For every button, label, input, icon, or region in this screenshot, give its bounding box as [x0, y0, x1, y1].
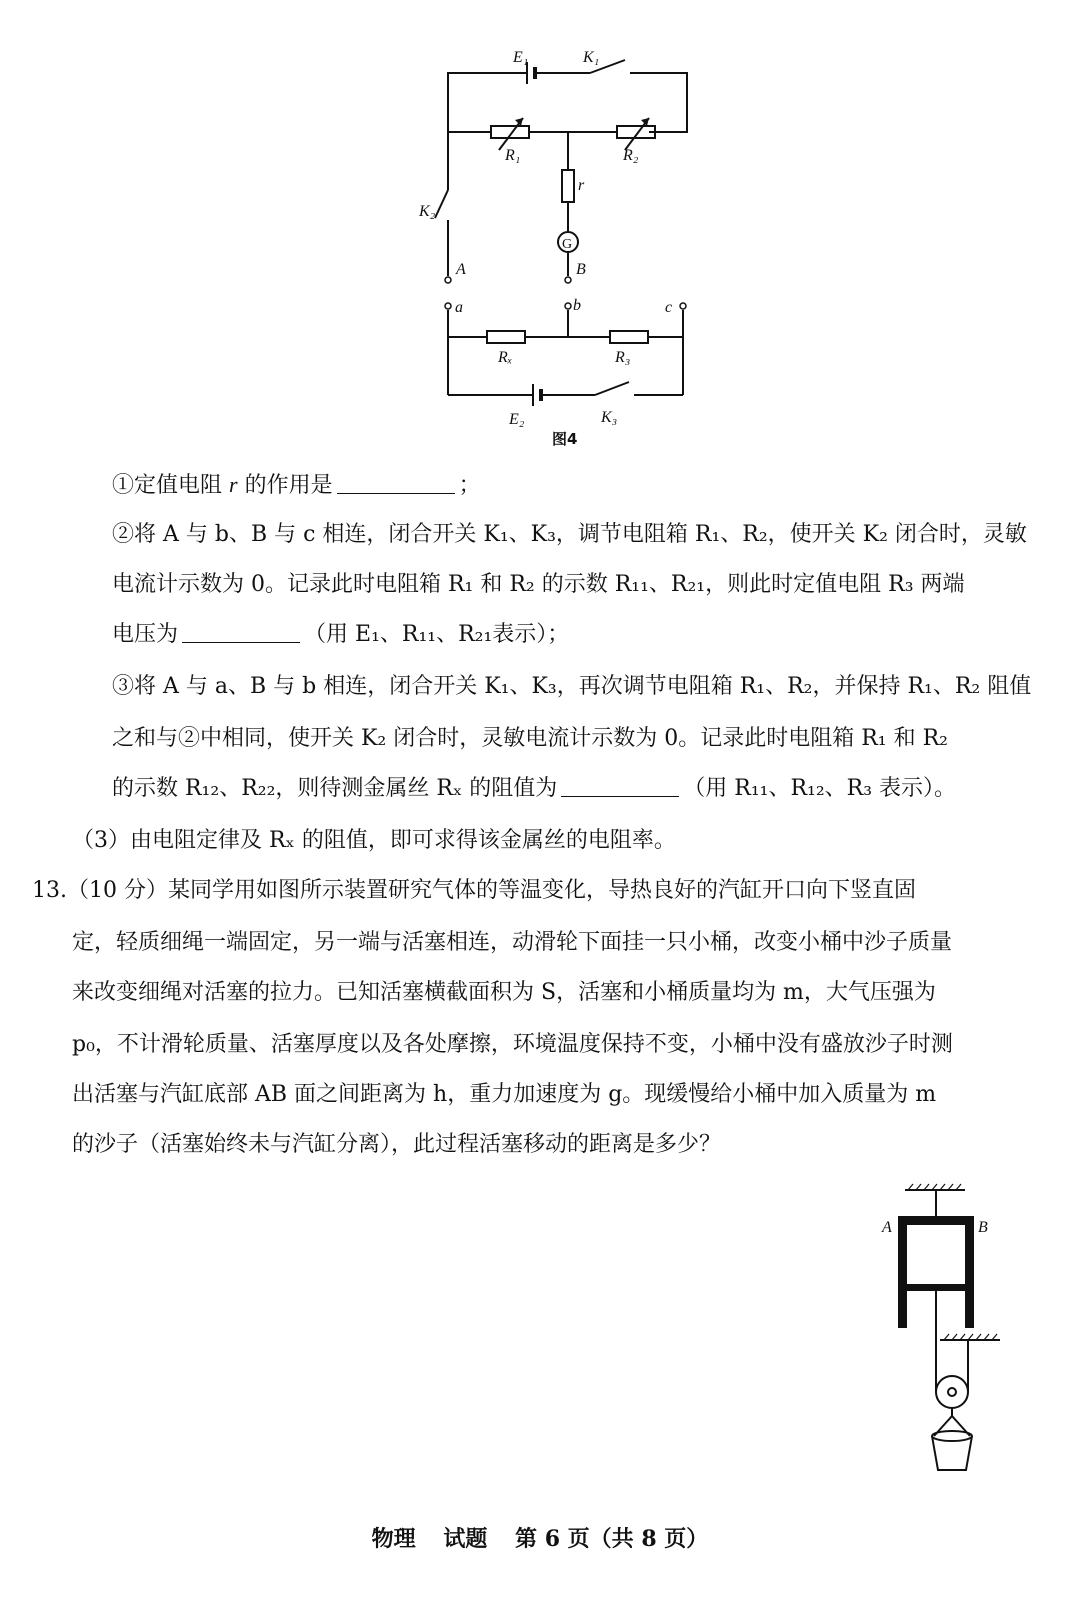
q1-variable: r — [229, 472, 238, 497]
cylinder-pulley-diagram — [880, 1180, 1010, 1480]
part-3: （3）由电阻定律及 Rₓ 的阻值，即可求得该金属丝的电阻率。 — [72, 828, 676, 853]
galvanometer-symbol: G — [562, 237, 573, 252]
q1-end: ； — [458, 473, 481, 498]
footer-paper: 试题 — [443, 1526, 488, 1552]
label-E1: E₁ — [513, 49, 529, 66]
figure-caption: 图4 — [552, 430, 578, 448]
answer-blank-2[interactable] — [182, 622, 300, 643]
q2-line-3b: （用 E₁、R₁₁、R₂₁表示）； — [304, 622, 570, 647]
q3-line-3 — [112, 774, 956, 804]
label-K3: K₃ — [601, 409, 618, 426]
problem13-line-2: 定，轻质细绳一端固定，另一端与活塞相连，动滑轮下面挂一只小桶，改变小桶中沙子质量 — [72, 930, 953, 955]
label-c: c — [665, 299, 673, 316]
footer-subject: 物理 — [371, 1526, 416, 1552]
problem13-line-5: 出活塞与汽缸底部 AB 面之间距离为 h，重力加速度为 g。现缓慢给小桶中加入质量为 m — [72, 1082, 937, 1107]
circuit-diagram-figure4 — [405, 40, 735, 460]
label-K2: K₂ — [419, 203, 436, 220]
label-B: B — [576, 261, 586, 278]
label-b: b — [573, 297, 581, 314]
label-A: A — [456, 261, 466, 278]
q1-text-a: ①定值电阻 — [112, 473, 223, 498]
label-R3: R₃ — [615, 349, 631, 366]
page-footer — [0, 1522, 1080, 1553]
label-R2: R₂ — [623, 147, 639, 164]
label-cylinder-A: A — [882, 1219, 892, 1236]
label-a: a — [455, 299, 463, 316]
label-Rx: Rₓ — [498, 349, 513, 366]
answer-blank-3[interactable] — [561, 776, 679, 797]
question-1 — [112, 470, 481, 501]
footer-page-number: 第 6 页（共 8 页） — [515, 1526, 709, 1552]
q2-line-2: 电流计示数为 0。记录此时电阻箱 R₁ 和 R₂ 的示数 R₁₁、R₂₁，则此时定值电阻 R₃ 两端 — [112, 572, 965, 597]
problem13-line-3: 来改变细绳对活塞的拉力。已知活塞横截面积为 S，活塞和小桶质量均为 m，大气压强为 — [72, 980, 936, 1005]
label-K1: K₁ — [583, 49, 600, 66]
q2-line-3a: 电压为 — [112, 622, 179, 647]
q2-line-3 — [112, 620, 569, 650]
label-cylinder-B: B — [978, 1219, 988, 1236]
label-r: r — [578, 177, 585, 194]
q3-line-3a: 的示数 R₁₂、R₂₂，则待测金属丝 Rₓ 的阻值为 — [112, 776, 558, 801]
answer-blank-1[interactable] — [337, 473, 455, 494]
label-E2: E₂ — [509, 411, 525, 428]
q3-line-2: 之和与②中相同，使开关 K₂ 闭合时，灵敏电流计示数为 0。记录此时电阻箱 R₁ 和 R₂ — [112, 726, 948, 751]
problem13-line-6: 的沙子（活塞始终未与汽缸分离），此过程活塞移动的距离是多少？ — [72, 1132, 722, 1157]
q1-text-b: 的作用是 — [244, 473, 333, 498]
q3-line-3b: （用 R₁₁、R₁₂、R₃ 表示）。 — [683, 776, 957, 801]
problem13-line-4: p₀，不计滑轮质量、活塞厚度以及各处摩擦，环境温度保持不变，小桶中没有盛放沙子时测 — [72, 1032, 953, 1057]
problem13-line-1: 13.（10 分）某同学用如图所示装置研究气体的等温变化，导热良好的汽缸开口向下竖直固 — [32, 878, 916, 903]
q2-line-1: ②将 A 与 b、B 与 c 相连，闭合开关 K₁、K₃，调节电阻箱 R₁、R₂，使开关 K₂ 闭合时，灵敏 — [112, 522, 1027, 547]
q3-line-1: ③将 A 与 a、B 与 b 相连，闭合开关 K₁、K₃，再次调节电阻箱 R₁、R₂，并保持 R₁、R₂ 阻值 — [112, 674, 1032, 699]
label-R1: R₁ — [505, 147, 521, 164]
